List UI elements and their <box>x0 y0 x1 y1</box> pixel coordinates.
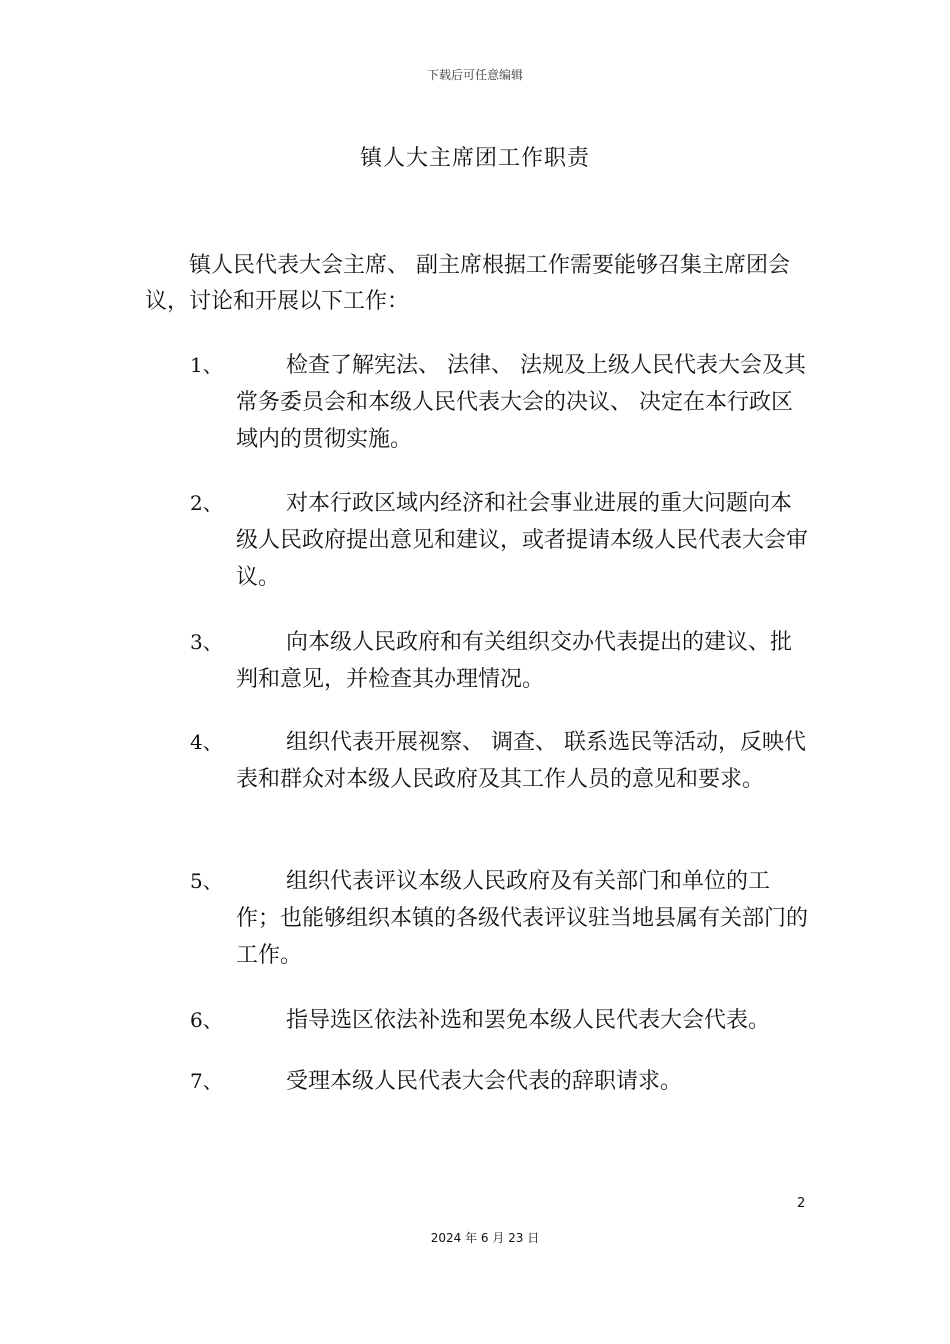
item-text: 向本级人民政府和有关组织交办代表提出的建议、批判和意见，并检查其办理情况。 <box>236 630 793 692</box>
header-note: 下载后可任意编辑 <box>426 68 523 82</box>
item-text: 对本行政区域内经济和社会事业进展的重大问题向本级人民政府提出意见和建议，或者提请本级人民代表大会审议。 <box>236 491 809 590</box>
intro-paragraph: 镇人民代表大会主席、 副主席根据工作需要能够召集主席团会议，讨论和开展以下工作： <box>145 253 790 314</box>
list-item <box>190 863 810 974</box>
list-item <box>190 347 810 458</box>
list-item <box>190 624 810 698</box>
item-number: 1、 <box>190 353 223 377</box>
list-item <box>190 1002 810 1039</box>
item-number: 7、 <box>190 1069 223 1093</box>
document-title: 镇人大主席团工作职责 <box>359 146 590 171</box>
item-number: 5、 <box>190 869 223 893</box>
item-number: 2、 <box>190 491 223 515</box>
item-number: 4、 <box>190 730 223 754</box>
footer-date: 2024 年 6 月 23 日 <box>430 1231 540 1245</box>
list-item <box>190 724 810 798</box>
item-text: 组织代表开展视察、 调查、 联系选民等活动，反映代表和群众对本级人民政府及其工作人员的意见和要求。 <box>236 730 806 792</box>
item-number: 3、 <box>190 630 223 654</box>
item-text: 检查了解宪法、 法律、 法规及上级人民代表大会及其常务委员会和本级人民代表大会的决议、 决定在本行政区域内的贯彻实施。 <box>236 353 806 452</box>
page-number: 2 <box>797 1196 806 1211</box>
item-number: 6、 <box>190 1008 223 1032</box>
item-text: 指导选区依法补选和罢免本级人民代表大会代表。 <box>286 1008 771 1033</box>
item-text: 受理本级人民代表大会代表的辞职请求。 <box>286 1069 683 1094</box>
list-item <box>190 1063 810 1100</box>
item-text: 组织代表评议本级人民政府及有关部门和单位的工作；也能够组织本镇的各级代表评议驻当地县属有关部门的工作。 <box>236 869 809 968</box>
list-item <box>190 485 810 596</box>
